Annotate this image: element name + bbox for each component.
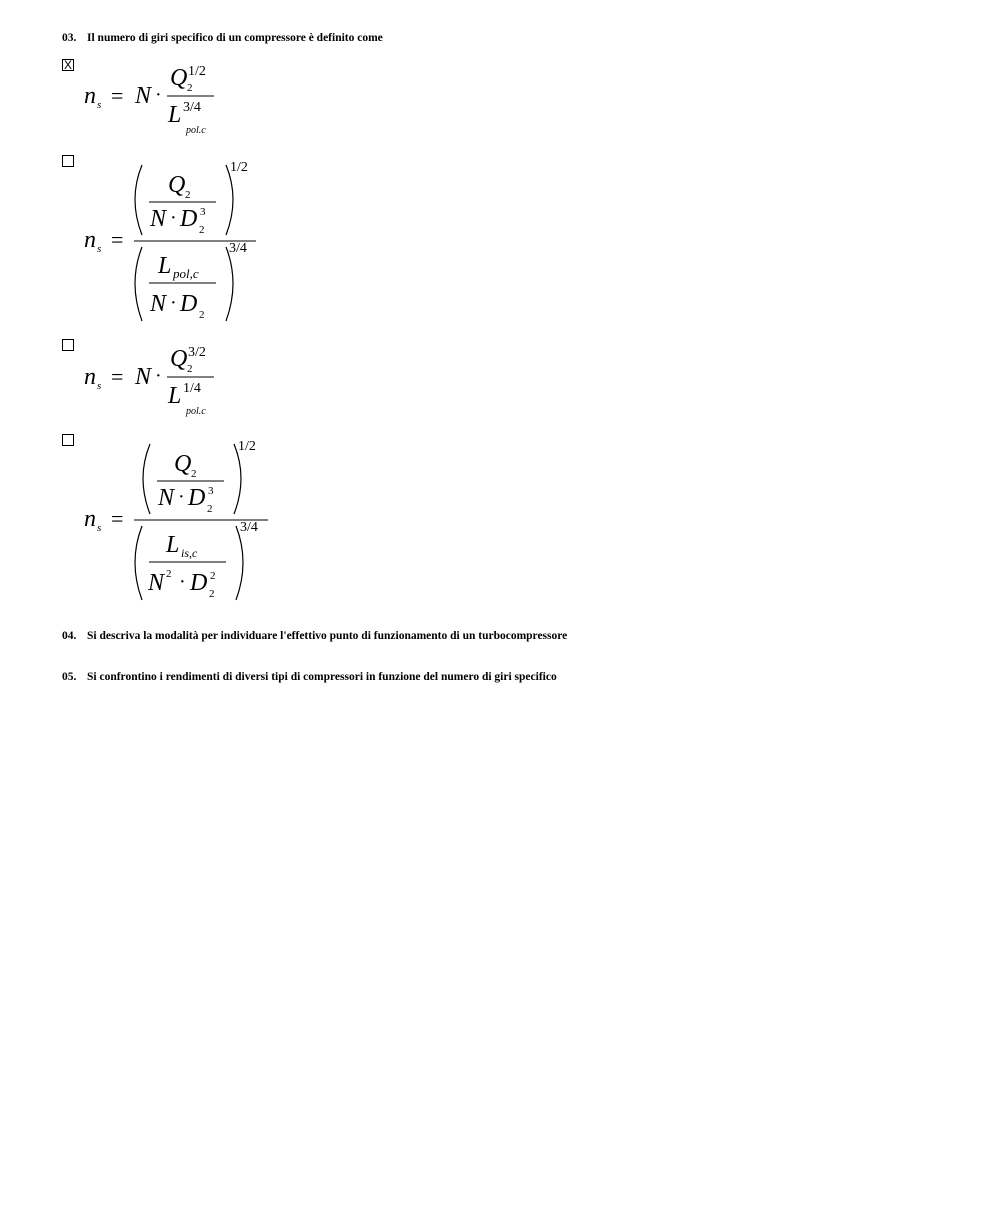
svg-text:L: L — [168, 102, 182, 128]
question-number: 05. — [62, 671, 77, 683]
svg-text:1/2: 1/2 — [238, 439, 256, 454]
svg-text:2: 2 — [166, 568, 172, 580]
svg-text:n: n — [84, 83, 96, 109]
svg-text:D: D — [188, 485, 206, 511]
svg-text:pol.c: pol.c — [186, 406, 206, 417]
svg-text:N: N — [148, 570, 165, 596]
svg-text:2: 2 — [199, 309, 205, 321]
svg-text:2: 2 — [187, 363, 193, 375]
answer-checkbox-a[interactable] — [62, 59, 74, 71]
svg-text:1/2: 1/2 — [230, 160, 248, 175]
svg-text:s: s — [97, 243, 102, 255]
svg-text:N: N — [158, 485, 175, 511]
svg-text:3/4: 3/4 — [183, 100, 201, 115]
svg-text:N: N — [150, 206, 167, 232]
svg-text:D: D — [180, 206, 198, 232]
question-number: 03. — [62, 32, 77, 44]
svg-text:2: 2 — [210, 570, 216, 582]
svg-text:=: = — [111, 227, 124, 252]
svg-text:N: N — [135, 83, 152, 109]
svg-text:Q: Q — [174, 451, 192, 477]
svg-text:·: · — [155, 84, 162, 106]
question-04 — [62, 630, 567, 642]
svg-text:N: N — [135, 364, 152, 390]
question-03 — [62, 32, 383, 44]
svg-text:=: = — [111, 506, 124, 531]
svg-text:is,c: is,c — [181, 546, 198, 560]
svg-text:2: 2 — [185, 189, 191, 201]
svg-text:n: n — [84, 227, 96, 253]
svg-text:L: L — [166, 532, 180, 558]
question-05 — [62, 671, 557, 683]
svg-text:2: 2 — [187, 82, 193, 94]
svg-text:3/2: 3/2 — [188, 345, 206, 360]
svg-text:·: · — [170, 292, 177, 314]
svg-text:2: 2 — [207, 503, 213, 515]
question-text: Si descriva la modalità per individuare l'effettivo punto di funzionamento di un turbocompressore — [87, 630, 568, 642]
svg-text:3: 3 — [208, 485, 214, 497]
svg-text:·: · — [155, 365, 162, 387]
svg-text:·: · — [179, 571, 186, 593]
svg-text:L: L — [168, 383, 182, 409]
svg-text:1/2: 1/2 — [188, 64, 206, 79]
svg-text:1/4: 1/4 — [183, 381, 201, 396]
svg-text:D: D — [180, 291, 198, 317]
svg-text:N: N — [150, 291, 167, 317]
question-text: Si confrontino i rendimenti di diversi tipi di compressori in funzione del numero di giri specifico — [87, 671, 557, 683]
formula-option-d — [80, 434, 280, 606]
svg-text:3/4: 3/4 — [240, 520, 258, 535]
formula-option-c — [80, 337, 230, 419]
svg-text:pol.c: pol.c — [186, 125, 206, 136]
checkbox-x-mark: X — [63, 58, 72, 72]
svg-text:s: s — [97, 99, 102, 111]
svg-text:D: D — [190, 570, 208, 596]
svg-text:n: n — [84, 364, 96, 390]
svg-text:2: 2 — [199, 224, 205, 236]
svg-text:Q: Q — [170, 346, 188, 372]
answer-checkbox-b[interactable] — [62, 155, 74, 167]
svg-text:n: n — [84, 506, 96, 532]
formula-option-b — [80, 155, 270, 325]
svg-text:3/4: 3/4 — [229, 241, 247, 256]
svg-text:2: 2 — [209, 588, 215, 600]
answer-checkbox-d[interactable] — [62, 434, 74, 446]
question-text: Il numero di giri specifico di un compressore è definito come — [87, 32, 383, 44]
svg-text:3: 3 — [200, 206, 206, 218]
svg-text:2: 2 — [191, 468, 197, 480]
svg-text:pol,c: pol,c — [173, 266, 199, 281]
svg-text:s: s — [97, 380, 102, 392]
svg-text:·: · — [170, 207, 177, 229]
svg-text:=: = — [111, 83, 124, 108]
svg-text:·: · — [178, 486, 185, 508]
svg-text:=: = — [111, 364, 124, 389]
question-number: 04. — [62, 630, 77, 642]
formula-option-a — [80, 58, 230, 140]
svg-text:Q: Q — [168, 172, 186, 198]
svg-text:L: L — [158, 253, 172, 279]
answer-checkbox-c[interactable] — [62, 339, 74, 351]
svg-text:Q: Q — [170, 65, 188, 91]
svg-text:s: s — [97, 522, 102, 534]
